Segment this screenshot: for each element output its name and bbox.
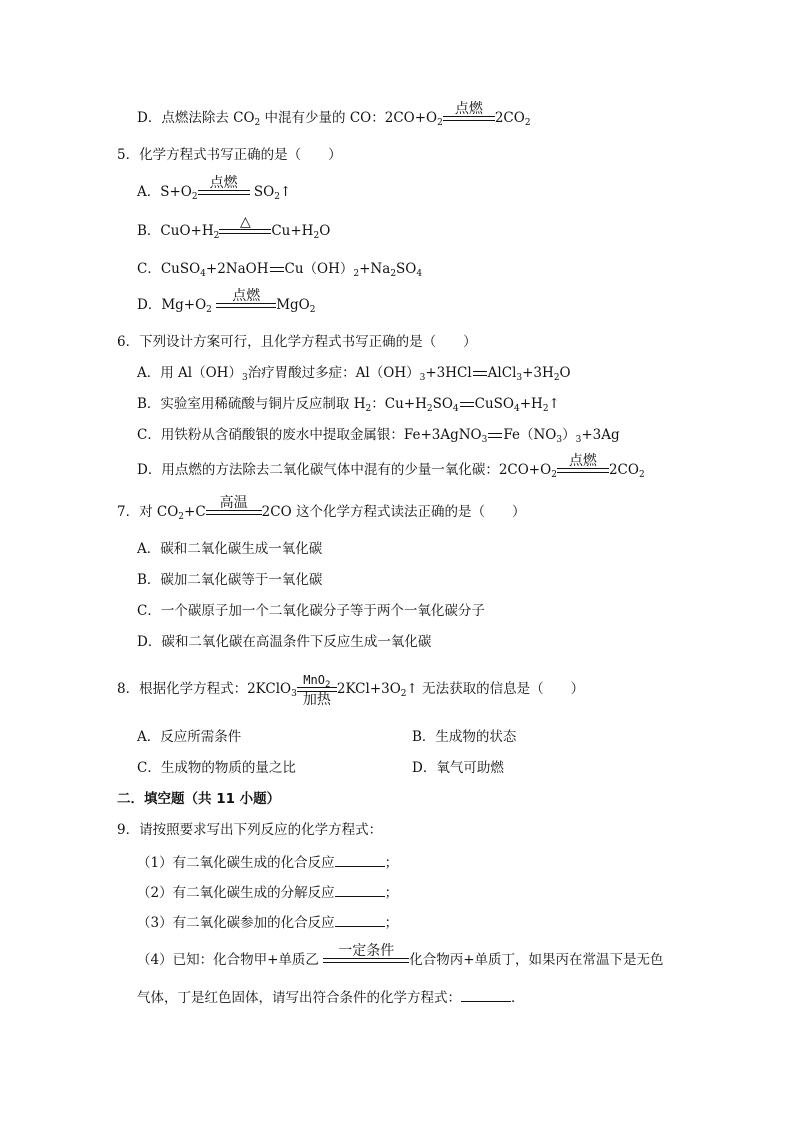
q6-option-b: B．实验室用稀硫酸与铜片反应制取 $H_2$：$Cu+H_2SO_4$ $CuSO_4+H_2↑$ <box>137 396 560 414</box>
question-9-stem: 9．请按照要求写出下列反应的化学方程式： <box>117 822 383 838</box>
question-8-stem: 8．根据化学方程式：2KClO$_3$ MnO$_2$ 加热 $2KCl+3O_2↑$ 无法获取的信息是（ ） <box>117 673 585 708</box>
q5-option-c: C．CuSO$_4$+2NaOH $Cu(OH)_2+Na_2SO_4$ <box>137 261 423 279</box>
answer-blank[interactable] <box>335 914 385 927</box>
condition-arrow: 高温 <box>206 502 262 522</box>
q7-option-a: A．碳和二氧化碳生成一氧化碳 <box>137 541 323 557</box>
q6-option-d: D．用点燃的方法除去二氧化碳气体中混有的少量一氧化碳：$2CO+O_2$ 点燃 $2CO_2$ <box>137 453 645 480</box>
q6-option-c: C．用铁粉从含硝酸银的废水中提取金属银：Fe+3AgNO$_3$ $Fe(NO_3)_3+3Ag$ <box>137 427 620 445</box>
q8-option-b: B．生成物的状态 <box>412 729 517 745</box>
q4-option-d: D．点燃法除去 $CO_2$ 中混有少量的 CO：$2CO+O_2$ 点燃 $2CO_2$ <box>137 101 531 128</box>
answer-blank[interactable] <box>461 989 511 1002</box>
q9-part-4: （4）已知：化合物甲+单质乙 一定条件 化合物丙+单质丁，如果丙在常温下是无色 <box>137 943 664 968</box>
condition-arrow: 点燃 <box>216 295 276 315</box>
q8-option-d: D．氧气可助燃 <box>412 760 504 776</box>
condition-arrow: 点燃 <box>198 182 250 202</box>
q5-option-a: A．$S+O_2$ 点燃 $SO_2↑$ <box>137 175 292 202</box>
condition-arrow: MnO$_2$ 加热 <box>297 679 337 699</box>
condition-arrow: 点燃 <box>443 108 495 128</box>
q7-option-c: C．一个碳原子加一个二氧化碳分子等于两个一氧化碳分子 <box>137 603 485 619</box>
condition-arrow: △ <box>219 221 271 241</box>
q5-option-d: D．$Mg+O_2$ 点燃 MgO$_2$ <box>137 288 316 315</box>
q7-option-d: D．碳和二氧化碳在高温条件下反应生成一氧化碳 <box>137 634 432 650</box>
answer-blank[interactable] <box>335 854 385 867</box>
q7-option-b: B．碳加二氧化碳等于一氧化碳 <box>137 572 323 588</box>
question-5-stem: 5．化学方程式书写正确的是（ ） <box>117 147 342 163</box>
q8-option-c: C．生成物的物质的量之比 <box>137 760 296 776</box>
question-6-stem: 6．下列设计方案可行，且化学方程式书写正确的是（ ） <box>117 334 477 350</box>
q9-part-4-line2: 气体，丁是红色固体，请写出符合条件的化学方程式： ． <box>137 990 525 1006</box>
condition-arrow: 点燃 <box>557 460 609 480</box>
answer-blank[interactable] <box>335 884 385 897</box>
condition-arrow: 一定条件 <box>323 950 409 970</box>
q8-option-a: A．反应所需条件 <box>137 729 242 745</box>
q9-part-2: （2）有二氧化碳生成的分解反应 ； <box>137 885 399 901</box>
question-7-stem: 7．对 $CO_2+C$ 高温 2CO 这个化学方程式读法正确的是（ ） <box>117 495 526 522</box>
q6-option-a: A．用 $Al(OH)_3$治疗胃酸过多症：$Al(OH)_3+3HCl$ $AlCl_3+3H_2O$ <box>137 365 571 383</box>
q9-part-1: （1）有二氧化碳生成的化合反应 ； <box>137 855 399 871</box>
q9-part-3: （3）有二氧化碳参加的化合反应 ； <box>137 915 399 931</box>
q5-option-b: B．$CuO+H_2$ △ $Cu+H_2O$ <box>137 214 331 241</box>
section-heading: 二．填空题（共 11 小题） <box>117 791 281 807</box>
